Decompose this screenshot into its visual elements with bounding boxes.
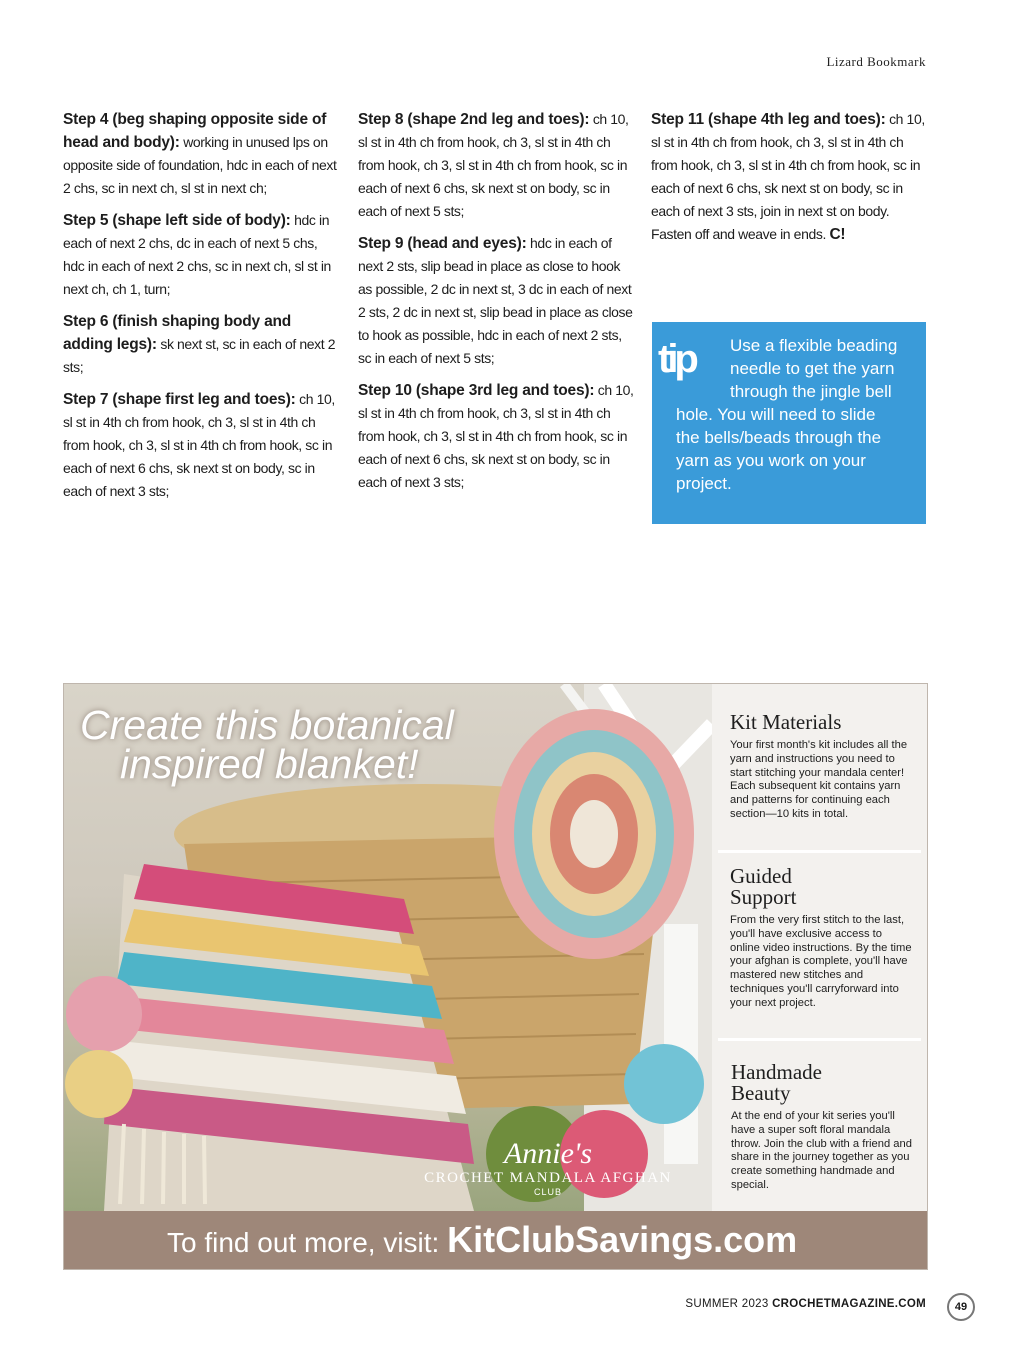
step-heading: Step 5 (shape left side of body): <box>63 212 291 229</box>
tip-line: yarn as you work on your <box>676 451 866 470</box>
section-title-line: Handmade <box>731 1060 822 1084</box>
pattern-column-3 <box>651 108 929 255</box>
cta[interactable] <box>167 1221 797 1262</box>
club-logo-script: Annie's <box>503 1137 593 1170</box>
section-title-line: Guided <box>730 864 792 888</box>
step-text: ch 10, sl st in 4th ch from hook, ch 3, sl st in 4th ch from hook, ch 3, sl st in 4th ch from hook, sc in each of next 6 chs, sk next st on body, sc in each of next 5 sts; <box>358 111 629 219</box>
tip-line: hole. You will need to slide <box>676 405 876 424</box>
pattern-step <box>358 379 636 494</box>
step-text: ch 10, sl st in 4th ch from hook, ch 3, sl st in 4th ch from hook, ch 3, sl st in 4th ch from hook, sc in each of next 6 chs, sk next st on body, sc in each of next 3 sts, join in next st on body. Fasten off and weave in ends. <box>651 111 925 242</box>
section-divider <box>718 1038 921 1041</box>
ad-cta-bar[interactable] <box>64 1211 927 1269</box>
section-text: From the very first stitch to the last, you'll have exclusive access to online video instructions. By the time your afghan is complete, you'll have mastered new stitches and techniques you'll carryforward into your next project. <box>730 914 912 1009</box>
tip-logo: tip <box>658 337 695 381</box>
pattern-step <box>358 232 636 370</box>
step-text: working in unused lps on opposite side of foundation, hdc in each of next 2 chs, sc in next ch, sl st in next ch; <box>63 134 337 196</box>
cta-url-link[interactable]: KitClubSavings.com <box>447 1219 798 1260</box>
pattern-step <box>63 108 341 200</box>
pattern-step <box>63 209 341 301</box>
section-title-line: Beauty <box>731 1081 791 1105</box>
end-mark: C! <box>829 226 846 243</box>
step-heading: Step 6 (finish shaping body and adding legs): <box>63 313 292 353</box>
guided-support-section <box>730 866 912 1011</box>
pattern-step <box>63 310 341 379</box>
tip-line: through the jingle bell <box>730 382 892 401</box>
tip-line: needle to get the yarn <box>730 359 895 378</box>
step-text: ch 10, sl st in 4th ch from hook, ch 3, sl st in 4th ch from hook, ch 3, sl st in 4th ch from hook, sc in each of next 6 chs, sk next st on body, sc in each of next 3 sts; <box>358 382 634 490</box>
step-text: ch 10, sl st in 4th ch from hook, ch 3, sl st in 4th ch from hook, ch 3, sl st in 4th ch from hook, sc in each of next 6 chs, sk next st on body, sc in each of next 3 sts; <box>63 391 335 499</box>
step-heading: Step 4 (beg shaping opposite side of head and body): <box>63 111 327 151</box>
tip-box <box>652 322 926 524</box>
club-logo-name: CROCHET MANDALA AFGHAN <box>424 1170 672 1186</box>
handmade-beauty-section <box>731 1062 917 1193</box>
pattern-step <box>651 108 929 246</box>
step-heading: Step 8 (shape 2nd leg and toes): <box>358 111 590 128</box>
step-heading: Step 9 (head and eyes): <box>358 235 527 252</box>
section-divider <box>718 850 921 853</box>
magazine-site: CROCHETMAGAZINE.COM <box>772 1298 926 1310</box>
running-head: Lizard Bookmark <box>826 54 926 69</box>
issue-label: SUMMER 2023 <box>685 1298 769 1310</box>
step-text: sk next st, sc in each of next 2 sts; <box>63 336 336 375</box>
step-heading: Step 7 (shape first leg and toes): <box>63 391 296 408</box>
ad-sidebar <box>712 684 927 1211</box>
tip-line: the bells/beads through the <box>676 428 882 447</box>
club-logo-sub: CLUB <box>533 1187 562 1197</box>
blanket-photo <box>64 684 712 1211</box>
kit-materials-section <box>730 712 912 822</box>
step-text: hdc in each of next 2 sts, slip bead in place as close to hook as possible, 2 dc in next st, 3 dc in each of next 2 sts, 2 dc in next st, slip bead in place as close to hook as possible, hdc in each of next 2 sts, sc in each of next 5 sts; <box>358 235 633 366</box>
step-text: hdc in each of next 2 chs, dc in each of next 5 chs, hdc in each of next 2 chs, sc in next ch, sl st in next ch, ch 1, turn; <box>63 212 331 297</box>
section-text: At the end of your kit series you'll have a super soft floral mandala throw. Join the club with a friend and share in the journey together as you create something handmade and special. <box>731 1110 912 1191</box>
advertisement[interactable] <box>63 683 928 1270</box>
tip-line: project. <box>676 474 732 493</box>
step-heading: Step 11 (shape 4th leg and toes): <box>651 111 886 128</box>
page-footer <box>685 1298 926 1310</box>
cta-text: To find out more, visit: <box>167 1227 440 1258</box>
pattern-column-1 <box>63 108 341 512</box>
pattern-step <box>358 108 636 223</box>
tip-line: Use a flexible beading <box>730 336 898 355</box>
pattern-step <box>63 388 341 503</box>
step-heading: Step 10 (shape 3rd leg and toes): <box>358 382 595 399</box>
section-text: Your first month's kit includes all the yarn and instructions you need to start stitching your mandala center! Each subsequent kit contains yarn and patterns for continuing each section—10 kits in total. <box>730 739 908 820</box>
section-title: Kit Materials <box>730 710 842 734</box>
pattern-column-2 <box>358 108 636 503</box>
club-logo <box>414 1139 682 1198</box>
tip-text <box>676 334 916 495</box>
ad-headline <box>80 702 454 787</box>
page-number: 49 <box>947 1293 975 1321</box>
headline-line: Create this botanical <box>80 702 454 748</box>
section-title-line: Support <box>730 885 797 909</box>
headline-line: inspired blanket! <box>120 741 419 787</box>
